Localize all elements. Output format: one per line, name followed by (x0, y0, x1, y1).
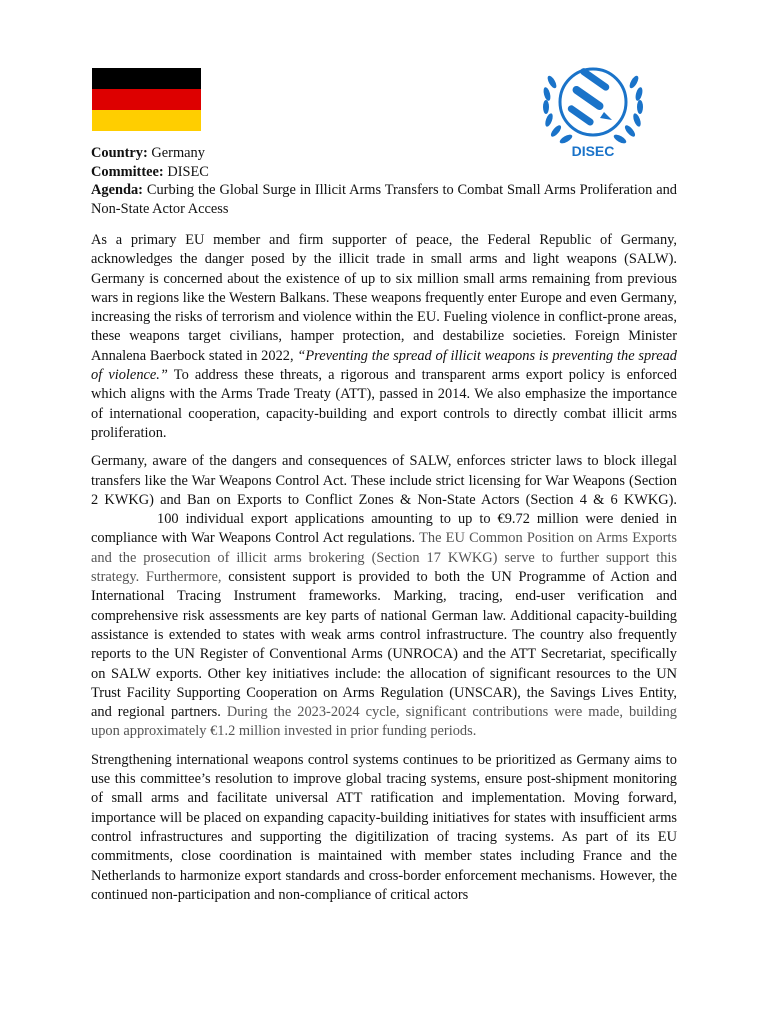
laurel-right-icon (612, 74, 643, 145)
paragraph-1 (91, 231, 677, 443)
document-header (91, 144, 677, 218)
paragraph-1-text-b: To address these threats, a rigorous and transparent arms export policy is enforced which aligns with the Arms Trade Treaty (ATT), passed in 2014. We also emphasize the importance of international cooperation, capacity-building and export controls to directly combat illicit arms proliferation. (91, 367, 677, 441)
committee-label: Committee: (91, 163, 164, 180)
paragraph-2-text-e: During the 2023-2024 cycle, significant contributions were made, building upon approximately €1.2 million invested in prior funding periods. (91, 704, 677, 740)
flag-stripe-gold (92, 110, 201, 131)
flag-stripe-red (92, 89, 201, 110)
country-label: Country: (91, 145, 148, 161)
country-value: Germany (151, 145, 205, 161)
paragraph-2 (91, 452, 677, 741)
germany-flag (92, 68, 201, 131)
country-row (91, 144, 677, 163)
agenda-row (91, 181, 677, 218)
paragraph-3-text: Strengthening international weapons control systems continues to be prioritized as Germany aims to use this committee’s resolution to improve global tracing systems, ensure post-shipment monitoring of small arms and facilitate universal ATT ratification and implementation. Moving forward, importance will be placed on expanding capacity-building initiatives for states with insufficient arms control infrastructures and supporting the digitilization of tracing systems. As part of its EU commitments, close coordination is maintained with member states including France and the Netherlands to harmonize export standards and cross-border enforcement mechanisms. However, the continued non-participation and non-compliance of critical actors (91, 751, 677, 903)
agenda-label: Agenda: (91, 182, 143, 199)
paragraph-3 (91, 751, 677, 905)
paragraph-2-text-b: 100 individual export applications amounting to up to €9.72 million were denied in compliance with War Weapons Control Act regulations. (91, 511, 677, 547)
agenda-value: Curbing the Global Surge in Illicit Arms Transfers to Combat Small Arms Proliferation and Non-State Actor Access (91, 182, 677, 217)
paragraph-2-text-a: Germany, aware of the dangers and consequences of SALW, enforces stricter laws to block illegal transfers like the War Weapons Control Act. These include strict licensing for War Weapons (Section 2 KWKG) and Ban on Exports to Conflict Zones & Non-State Actors (Section 4 & 6 KWKG). (91, 453, 677, 508)
document-body (91, 231, 677, 914)
paragraph-2-text-c: The EU Common Position on Arms Exports and the prosecution of illicit arms brokering (Section 17 KWKG) serve to further support this strategy. Furthermore, (91, 530, 677, 586)
committee-row (91, 163, 677, 182)
paragraph-2-text-d: consistent support is provided to both the UN Programme of Action and International Tracing Instrument frameworks. Marking, tracing, end-user verification and comprehensive risk assessments are key parts of national German law. Additional capacity-building assistance is extended to states with weak arms control infrastructure. The country also frequently reports to the UN Register of Conventional Arms (UNROCA) and the ATT Secretariat, specifically on SALW exports. Other key initiatives include: the allocation of significant resources to the UN Trust Facility Supporting Cooperation on Arms Regulation (UNSCAR), the Savings Lives Entity, and regional partners. (91, 569, 677, 721)
baerbock-quote: “Preventing the spread of illicit weapons is preventing the spread of violence.” (91, 347, 678, 384)
committee-value: DISEC (167, 163, 209, 180)
paragraph-1-text-a: As a primary EU member and firm supporter of peace, the Federal Republic of Germany, acknowledges the danger posed by the illicit trade in small arms and light weapons (SALW). Germany is concerned about the existence of up to six million small arms remaining from previous wars in regions like the Western Balkans. These weapons frequently enter Europe and even Germany, increasing the risks of terrorism and violence within the EU. Fueling violence in conflict-prone areas, these weapons target civilians, hamper protection, and destabilize societies. Foreign Minister Annalena Baerbock stated in 2022, (91, 232, 677, 364)
logo-text: DISEC (571, 143, 615, 159)
flag-stripe-black (92, 68, 201, 89)
